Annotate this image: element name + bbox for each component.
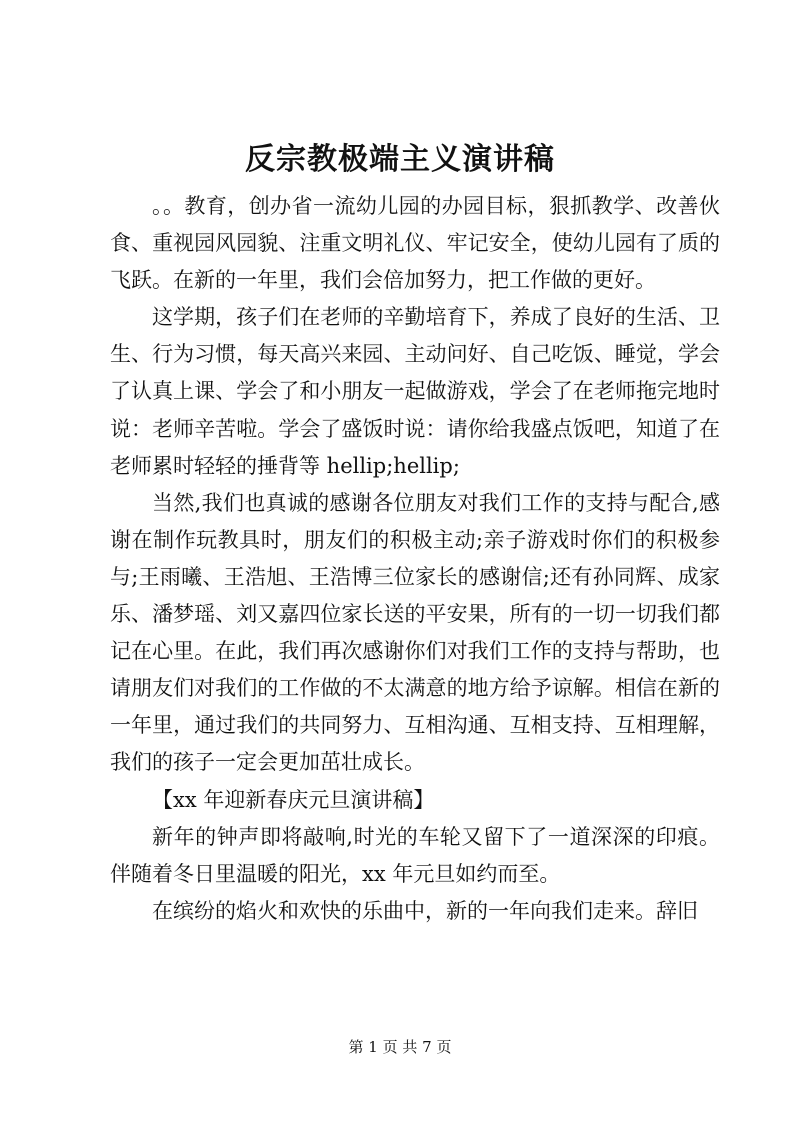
document-title: 反宗教极端主义演讲稿 bbox=[245, 142, 555, 177]
paragraph-3: 当然,我们也真诚的感谢各位朋友对我们工作的支持与配合,感谢在制作玩教具时，朋友们的积极主动;亲子游戏时你们的积极参与;王雨曦、王浩旭、王浩博三位家长的感谢信;还有孙同辉、成家乐、潘梦瑶、刘又嘉四位家长送的平安果，所有的一切一切我们都记在心里。在此，我们再次感谢你们对我们工作的支持与帮助，也请朋友们对我们的工作做的不太满意的地方给予谅解。相信在新的一年里，通过我们的共同努力、互相沟通、互相支持、互相理解，我们的孩子一定会更加茁壮成长。 bbox=[110, 490, 720, 775]
document-body bbox=[110, 188, 720, 930]
paragraph-2: 这学期，孩子们在老师的辛勤培育下，养成了良好的生活、卫生、行为习惯，每天高兴来园、主动问好、自己吃饭、睡觉，学会了认真上课、学会了和小朋友一起做游戏，学会了在老师拖完地时说：老师辛苦啦。学会了盛饭时说：请你给我盛点饭吧，知道了在老师累时轻轻的捶背等 hellip;hellip; bbox=[110, 305, 720, 478]
paragraph-4: 新年的钟声即将敲响,时光的车轮又留下了一道深深的印痕。伴随着冬日里温暖的阳光，xx 年元旦如约而至。 bbox=[110, 824, 720, 886]
page-footer: 第 1 页 共 7 页 bbox=[348, 1038, 452, 1056]
paragraph-1: 。。教育，创办省一流幼儿园的办园目标，狠抓教学、改善伙食、重视园风园貌、注重文明礼仪、牢记安全，使幼儿园有了质的飞跃。在新的一年里，我们会倍加努力，把工作做的更好。 bbox=[110, 194, 720, 293]
paragraph-5: 在缤纷的焰火和欢快的乐曲中，新的一年向我们走来。辞旧 bbox=[152, 898, 698, 923]
section-heading: 【xx 年迎新春庆元旦演讲稿】 bbox=[152, 787, 435, 812]
